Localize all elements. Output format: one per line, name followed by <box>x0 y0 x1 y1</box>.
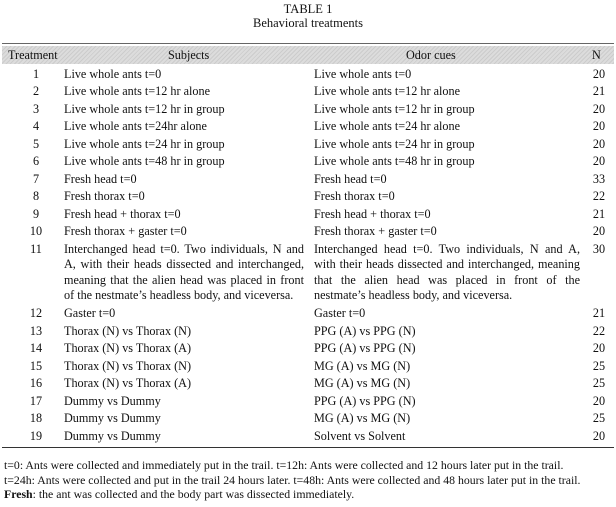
treatment-number-cell: 11 <box>30 241 42 256</box>
treatment-number-cell: 9 <box>32 206 40 221</box>
n-cell: 20 <box>592 136 606 151</box>
n-cell: 30 <box>592 241 606 256</box>
subjects-cell: Fresh thorax + gaster t=0 <box>64 224 187 238</box>
odor-cues-cell: MG (A) vs MG (N) <box>314 376 411 390</box>
note-fresh-label: Fresh <box>4 487 33 502</box>
odor-cues-cell: Live whole ants t=48 hr in group <box>314 154 475 168</box>
odor-cues-cell: Live whole ants t=24 hr in group <box>314 136 475 151</box>
odor-cues-cell: Fresh head + thorax t=0 <box>314 206 431 221</box>
header-band <box>2 46 614 64</box>
n-cell: 21 <box>592 306 606 320</box>
n-cell: 20 <box>592 224 606 238</box>
treatment-number-cell: 10 <box>29 224 43 238</box>
n-cell: 20 <box>592 154 606 168</box>
subjects-cell: Thorax (N) vs Thorax (A) <box>64 341 192 355</box>
treatment-number-cell: 1 <box>32 66 40 81</box>
top-rule <box>2 43 614 44</box>
header-odor-cues: Odor cues <box>406 48 456 62</box>
subjects-cell: Fresh head + thorax t=0 <box>64 206 181 221</box>
note-line-2: t=24h: Ants were collected and put in the trail 24 hours later. t=48h: Ants were collected and 48 hours later put in the trail. <box>4 472 581 487</box>
treatment-number-cell: 8 <box>32 189 40 203</box>
header-n: N <box>592 48 601 62</box>
subjects-cell: Fresh thorax t=0 <box>64 189 145 203</box>
table-title: TABLE 1 <box>283 2 333 16</box>
odor-cues-cell: Fresh thorax t=0 <box>314 189 395 203</box>
subjects-cell: Live whole ants t=12 hr alone <box>64 84 210 98</box>
n-cell: 21 <box>592 206 606 221</box>
odor-cues-cell: Live whole ants t=0 <box>314 66 412 81</box>
subjects-cell: Gaster t=0 <box>64 306 116 320</box>
treatment-number-cell: 6 <box>32 154 40 168</box>
treatment-number-cell: 15 <box>29 358 43 373</box>
subjects-cell: Dummy vs Dummy <box>64 411 161 425</box>
n-cell: 20 <box>592 119 606 133</box>
odor-cues-cell: Live whole ants t=12 hr in group <box>314 101 475 116</box>
n-cell: 20 <box>592 341 606 355</box>
n-cell: 22 <box>592 323 606 338</box>
treatment-number-cell: 4 <box>32 119 40 133</box>
subjects-cell: Live whole ants t=24 hr in group <box>64 136 225 151</box>
subjects-cell: Thorax (N) vs Thorax (A) <box>64 376 192 390</box>
subjects-cell: Live whole ants t=0 <box>64 66 162 81</box>
treatment-number-cell: 7 <box>32 171 40 186</box>
odor-cues-cell: Fresh head t=0 <box>314 171 387 186</box>
header-subjects: Subjects <box>168 48 210 62</box>
n-cell: 33 <box>592 171 606 186</box>
treatment-number-cell: 17 <box>29 393 43 408</box>
n-cell: 22 <box>592 189 606 203</box>
n-cell: 25 <box>592 411 606 425</box>
odor-cues-cell: Live whole ants t=12 hr alone <box>314 84 460 98</box>
treatment-number-cell: 18 <box>29 411 43 425</box>
treatment-number-cell: 19 <box>29 428 43 443</box>
subjects-cell: Fresh head t=0 <box>64 171 137 186</box>
treatment-number-cell: 3 <box>32 101 40 116</box>
odor-cues-cell: Fresh thorax + gaster t=0 <box>314 224 437 238</box>
subjects-cell: Live whole ants t=48 hr in group <box>64 154 225 168</box>
subjects-cell: Live whole ants t=24hr alone <box>64 119 207 133</box>
treatment-number-cell: 5 <box>32 136 40 151</box>
subjects-cell: Interchanged head t=0. Two individuals, N and A, with their heads dissected and interchanged, meaning that the alien head was placed in front of the nestmate’s headless body, and viceversa. <box>64 241 304 303</box>
odor-cues-cell: MG (A) vs MG (N) <box>314 358 411 373</box>
n-cell: 20 <box>592 428 606 443</box>
odor-cues-cell: Gaster t=0 <box>314 306 366 320</box>
n-cell: 20 <box>592 393 606 408</box>
table-notes <box>4 458 616 502</box>
treatment-number-cell: 12 <box>29 306 43 320</box>
bottom-rule <box>2 447 614 448</box>
treatment-number-cell: 13 <box>29 323 43 338</box>
subjects-cell: Dummy vs Dummy <box>64 393 161 408</box>
note-fresh-text: : the ant was collected and the body part was dissected immediately. <box>32 487 355 502</box>
odor-cues-cell: PPG (A) vs PPG (N) <box>314 341 416 355</box>
odor-cues-cell: Solvent vs Solvent <box>314 428 406 443</box>
subjects-cell: Live whole ants t=12 hr in group <box>64 101 225 116</box>
subjects-cell: Thorax (N) vs Thorax (N) <box>64 323 192 338</box>
subjects-cell: Thorax (N) vs Thorax (N) <box>64 358 192 373</box>
header-treatment: Treatment <box>8 48 58 62</box>
n-cell: 25 <box>592 376 606 390</box>
treatment-number-cell: 16 <box>29 376 43 390</box>
note-line-3 <box>4 487 616 502</box>
subjects-cell: Dummy vs Dummy <box>64 428 161 443</box>
n-cell: 21 <box>592 84 606 98</box>
note-line-1: t=0: Ants were collected and immediately put in the trail. t=12h: Ants were collected and 12 hours later put in the trail. <box>4 458 564 472</box>
n-cell: 20 <box>592 101 606 116</box>
odor-cues-cell: MG (A) vs MG (N) <box>314 411 411 425</box>
n-cell: 25 <box>592 358 606 373</box>
table-subtitle: Behavioral treatments <box>252 16 364 30</box>
odor-cues-cell: PPG (A) vs PPG (N) <box>314 323 416 338</box>
odor-cues-cell: Live whole ants t=24 hr alone <box>314 119 460 133</box>
n-cell: 20 <box>592 66 606 81</box>
odor-cues-cell: Interchanged head t=0. Two individuals, N and A, with their heads dissected and interchanged, meaning that the alien head was placed in front of the nestmate’s headless body, and viceversa. <box>314 241 580 303</box>
odor-cues-cell: PPG (A) vs PPG (N) <box>314 393 416 408</box>
treatment-number-cell: 14 <box>29 341 43 355</box>
treatment-number-cell: 2 <box>32 84 40 98</box>
